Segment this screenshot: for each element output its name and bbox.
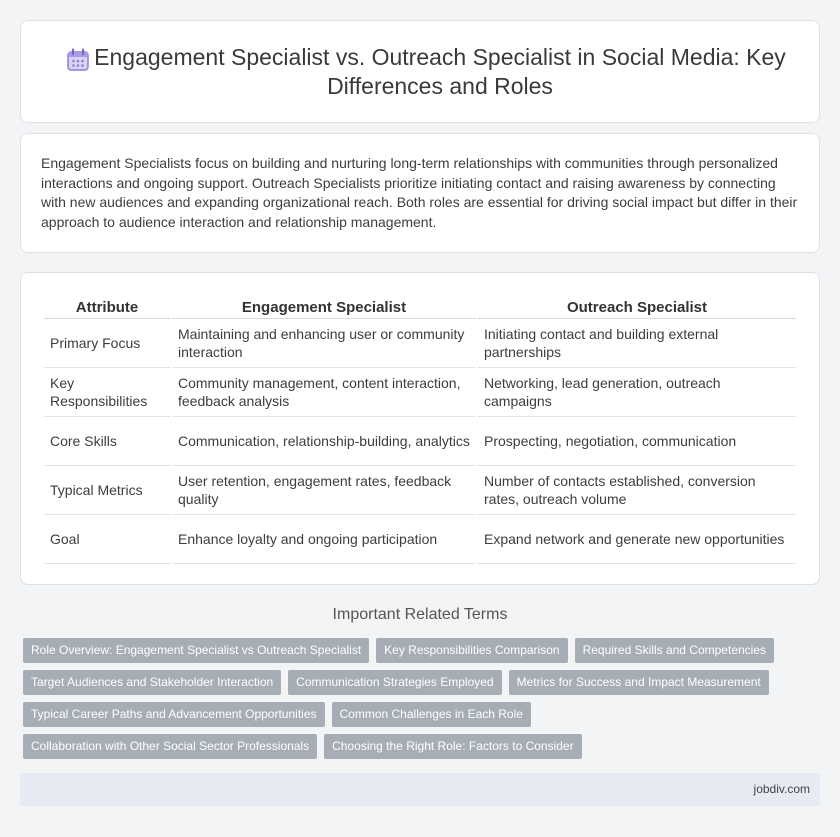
column-header-engagement: Engagement Specialist (172, 295, 476, 319)
row-engagement-value: User retention, engagement rates, feedback quality (172, 466, 476, 515)
related-term-tag[interactable]: Role Overview: Engagement Specialist vs Outreach Specialist (23, 638, 369, 663)
column-header-outreach: Outreach Specialist (478, 295, 796, 319)
related-term-tag[interactable]: Choosing the Right Role: Factors to Consider (324, 734, 581, 759)
related-term-tag[interactable]: Required Skills and Competencies (575, 638, 774, 663)
related-terms-list (23, 638, 823, 766)
tag-row (23, 638, 823, 663)
table-row (44, 368, 796, 417)
table-header-row (44, 295, 796, 319)
row-engagement-value: Community management, content interaction, feedback analysis (172, 368, 476, 417)
row-outreach-value: Prospecting, negotiation, communication (478, 417, 796, 466)
table-row (44, 417, 796, 466)
row-engagement-value: Enhance loyalty and ongoing participation (172, 515, 476, 564)
column-header-attribute: Attribute (44, 295, 170, 319)
intro-card (20, 133, 820, 253)
row-outreach-value: Number of contacts established, conversion rates, outreach volume (478, 466, 796, 515)
tag-row (23, 734, 823, 759)
row-outreach-value: Expand network and generate new opportunities (478, 515, 796, 564)
related-term-tag[interactable]: Typical Career Paths and Advancement Opportunities (23, 702, 325, 727)
comparison-table-card (20, 272, 820, 585)
comparison-table (42, 295, 798, 564)
row-outreach-value: Initiating contact and building external partnerships (478, 319, 796, 368)
row-outreach-value: Networking, lead generation, outreach campaigns (478, 368, 796, 417)
table-row (44, 319, 796, 368)
page-title: Engagement Specialist vs. Outreach Specialist in Social Media: Key Differences and Roles (94, 43, 786, 99)
related-terms-heading: Important Related Terms (332, 606, 508, 623)
related-term-tag[interactable]: Metrics for Success and Impact Measurement (509, 670, 769, 695)
related-term-tag[interactable]: Collaboration with Other Social Sector Professionals (23, 734, 317, 759)
tag-row (23, 670, 823, 695)
related-term-tag[interactable]: Key Responsibilities Comparison (376, 638, 567, 663)
table-row (44, 466, 796, 515)
row-attribute: Key Responsibilities (44, 368, 170, 417)
header-card (20, 20, 820, 123)
table-row (44, 515, 796, 564)
tag-row (23, 702, 823, 727)
related-term-tag[interactable]: Target Audiences and Stakeholder Interaction (23, 670, 281, 695)
row-engagement-value: Maintaining and enhancing user or community interaction (172, 319, 476, 368)
row-attribute: Core Skills (44, 417, 170, 466)
footer (20, 773, 820, 806)
footer-site-link[interactable]: jobdiv.com (753, 782, 810, 796)
row-attribute: Typical Metrics (44, 466, 170, 515)
intro-paragraph: Engagement Specialists focus on building and nurturing long-term relationships with communities through personalized interactions and ongoing support. Outreach Specialists prioritize initiating contact and raising awareness by connecting with new audiences and expanding organizational reach. Both roles are essential for driving social impact but differ in their approach to audience interaction and relationship management. (41, 155, 798, 230)
related-term-tag[interactable]: Common Challenges in Each Role (332, 702, 531, 727)
row-engagement-value: Communication, relationship-building, analytics (172, 417, 476, 466)
row-attribute: Goal (44, 515, 170, 564)
row-attribute: Primary Focus (44, 319, 170, 368)
related-term-tag[interactable]: Communication Strategies Employed (288, 670, 501, 695)
